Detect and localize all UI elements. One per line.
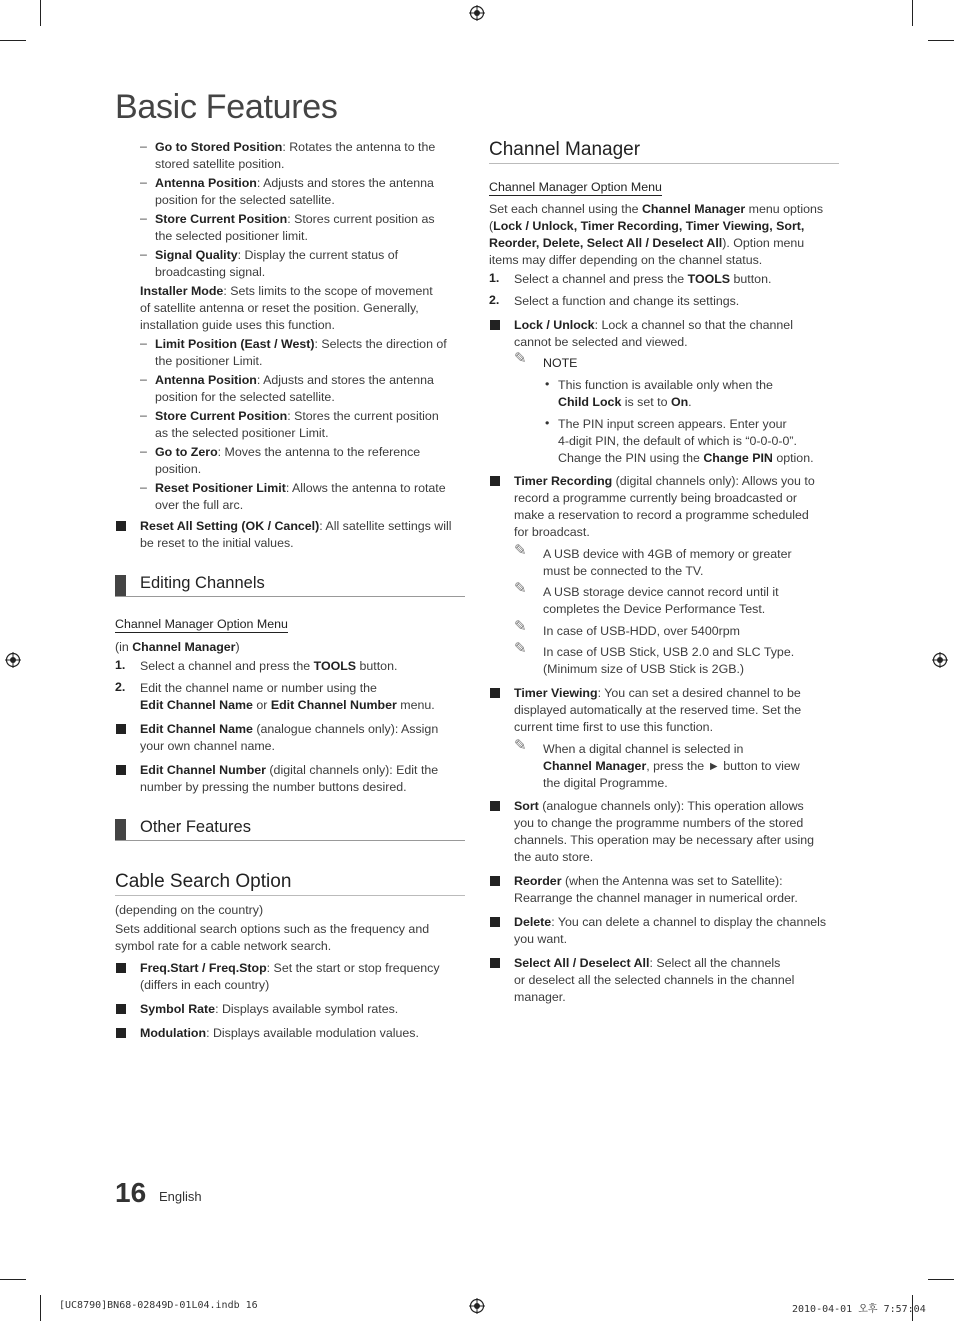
- country-note: (depending on the country): [115, 903, 264, 917]
- subheading: Channel Manager Option Menu: [489, 180, 662, 194]
- dash-bullet: –: [140, 247, 147, 261]
- bullet-item: Freq.Start / Freq.Stop: Set the start or stop frequency (differs in each country): [140, 961, 440, 992]
- list-item: Limit Position (East / West): Selects the direction of the positioner Limit.: [155, 337, 447, 368]
- bullet-item-reorder: Reorder (when the Antenna was set to Satellite): Rearrange the channel manager in numerical order.: [514, 874, 798, 905]
- square-bullet-icon: [490, 320, 500, 330]
- list-item: Antenna Position: Adjusts and stores the antenna position for the selected satellite.: [155, 176, 434, 207]
- list-item: Antenna Position: Adjusts and stores the antenna position for the selected satellite.: [155, 373, 434, 404]
- bullet-item: Edit Channel Name (analogue channels only): Assign your own channel name.: [140, 722, 439, 753]
- section-marker: [115, 575, 126, 596]
- list-item: Signal Quality: Display the current status of broadcasting signal.: [155, 248, 399, 279]
- dash-bullet: –: [140, 139, 147, 153]
- bullet-item-sort: Sort (analogue channels only): This operation allows you to change the programme numbers of the stored channels. This operation may be necessary after using the auto store.: [514, 799, 815, 864]
- dot-bullet: •: [545, 377, 550, 391]
- note-item: When a digital channel is selected in Channel Manager, press the ► button to view the digital Programme.: [543, 742, 800, 790]
- section-divider: [115, 840, 465, 841]
- square-bullet-icon: [116, 724, 126, 734]
- note-item: The PIN input screen appears. Enter your 4-digit PIN, the default of which is “0-0-0-0”. Change the PIN using the Change PIN option.: [558, 417, 814, 465]
- dash-bullet: –: [140, 211, 147, 225]
- section-title-editing-channels: Editing Channels: [140, 574, 265, 592]
- dash-bullet: –: [140, 372, 147, 386]
- reset-all-item: Reset All Setting (OK / Cancel): All satellite settings will be reset to the initial values.: [140, 519, 452, 550]
- square-bullet-icon: [490, 917, 500, 927]
- registration-mark-icon: [932, 652, 948, 668]
- section-title-other-features: Other Features: [140, 818, 251, 836]
- list-item: Store Current Position: Stores current position as the selected positioner limit.: [155, 212, 435, 243]
- step-number: 2.: [115, 680, 126, 694]
- section-divider: [115, 596, 465, 597]
- step-item: Select a channel and press the TOOLS button.: [514, 272, 772, 286]
- note-pencil-icon: ✎: [514, 737, 527, 754]
- dash-bullet: –: [140, 408, 147, 422]
- step-item: Select a function and change its settings.: [514, 294, 740, 308]
- step-number: 1.: [489, 271, 500, 285]
- note-item: In case of USB-HDD, over 5400rpm: [543, 624, 740, 638]
- list-item: Reset Positioner Limit: Allows the antenna to rotate over the full arc.: [155, 481, 446, 512]
- section-marker: [115, 819, 126, 840]
- note-pencil-icon: ✎: [514, 350, 527, 367]
- heading-divider: [489, 163, 839, 164]
- dot-bullet: •: [545, 416, 550, 430]
- crop-mark: [40, 1295, 41, 1321]
- step-item: Select a channel and press the TOOLS button.: [140, 659, 398, 673]
- dash-bullet: –: [140, 336, 147, 350]
- square-bullet-icon: [490, 476, 500, 486]
- note-pencil-icon: ✎: [514, 640, 527, 657]
- step-number: 1.: [115, 658, 126, 672]
- note-item: This function is available only when the Child Lock is set to On.: [558, 378, 773, 409]
- bullet-item-select-all: Select All / Deselect All: Select all the channels or deselect all the selected channels in the channel manager.: [514, 956, 795, 1004]
- square-bullet-icon: [116, 963, 126, 973]
- note-item: A USB device with 4GB of memory or greater must be connected to the TV.: [543, 547, 792, 578]
- heading-channel-manager: Channel Manager: [489, 139, 641, 160]
- crop-mark: [0, 40, 26, 41]
- crop-mark: [40, 0, 41, 26]
- note-pencil-icon: ✎: [514, 580, 527, 597]
- list-item: Go to Stored Position: Rotates the antenna to the stored satellite position.: [155, 140, 436, 171]
- context-note: (in Channel Manager): [115, 640, 240, 654]
- registration-mark-icon: [5, 652, 21, 668]
- crop-mark: [928, 1279, 954, 1280]
- print-slug-date: 2010-04-01 오후 7:57:04: [792, 1304, 926, 1315]
- step-item: Edit the channel name or number using the Edit Channel Name or Edit Channel Number menu.: [140, 681, 435, 712]
- heading-cable-search-option: Cable Search Option: [115, 871, 292, 892]
- heading-divider: [115, 895, 465, 896]
- crop-mark: [912, 0, 913, 26]
- bullet-item: Modulation: Displays available modulation values.: [140, 1026, 419, 1040]
- square-bullet-icon: [116, 1004, 126, 1014]
- list-item: Go to Zero: Moves the antenna to the reference position.: [155, 445, 421, 476]
- installer-mode-paragraph: Installer Mode: Sets limits to the scope of movement of satellite antenna or reset the position. Generally, installation guide uses this function.: [140, 284, 433, 332]
- dash-bullet: –: [140, 480, 147, 494]
- list-item: Store Current Position: Stores the current position as the selected positioner Limit.: [155, 409, 439, 440]
- bullet-item-timer-recording: Timer Recording (digital channels only): Allows you to record a programme currently being broadcasted or make a reservation to record a programme scheduled for broadcast.: [514, 474, 815, 539]
- note-item: A USB storage device cannot record until it completes the Device Performance Test.: [543, 585, 779, 616]
- subheading: Channel Manager Option Menu: [115, 617, 288, 631]
- step-number: 2.: [489, 293, 500, 307]
- print-slug-file: [UC8790]BN68-02849D-01L04.indb 16: [59, 1300, 258, 1311]
- bullet-item: Symbol Rate: Displays available symbol rates.: [140, 1002, 399, 1016]
- note-label: NOTE: [543, 356, 578, 370]
- page-language: English: [159, 1189, 202, 1204]
- intro-paragraph: Set each channel using the Channel Manager menu options (Lock / Unlock, Timer Recording, Timer Viewing, Sort, Reorder, Delete, Select All / Deselect All). Option menu items may differ depending on the channel status.: [489, 202, 824, 267]
- note-pencil-icon: ✎: [514, 618, 527, 635]
- crop-mark: [928, 40, 954, 41]
- registration-mark-icon: [469, 5, 485, 21]
- square-bullet-icon: [116, 1028, 126, 1038]
- registration-mark-icon: [469, 1298, 485, 1314]
- page-title: Basic Features: [115, 88, 338, 126]
- description: Sets additional search options such as the frequency and symbol rate for a cable network search.: [115, 922, 430, 953]
- square-bullet-icon: [116, 765, 126, 775]
- page-number: 16: [115, 1177, 147, 1208]
- square-bullet-icon: [490, 876, 500, 886]
- crop-mark: [0, 1279, 26, 1280]
- bullet-item-lock-unlock: Lock / Unlock: Lock a channel so that the channel cannot be selected and viewed.: [514, 318, 793, 349]
- bullet-item: Edit Channel Number (digital channels only): Edit the number by pressing the number buttons desired.: [140, 763, 439, 794]
- square-bullet-icon: [490, 958, 500, 968]
- bullet-item-delete: Delete: You can delete a channel to display the channels you want.: [514, 915, 827, 946]
- dash-bullet: –: [140, 175, 147, 189]
- dash-bullet: –: [140, 444, 147, 458]
- note-pencil-icon: ✎: [514, 542, 527, 559]
- square-bullet-icon: [116, 521, 126, 531]
- square-bullet-icon: [490, 688, 500, 698]
- note-item: In case of USB Stick, USB 2.0 and SLC Type. (Minimum size of USB Stick is 2GB.): [543, 645, 795, 676]
- bullet-item-timer-viewing: Timer Viewing: You can set a desired channel to be displayed automatically at the reserved time. Set the current time first to use this function.: [514, 686, 802, 734]
- square-bullet-icon: [490, 801, 500, 811]
